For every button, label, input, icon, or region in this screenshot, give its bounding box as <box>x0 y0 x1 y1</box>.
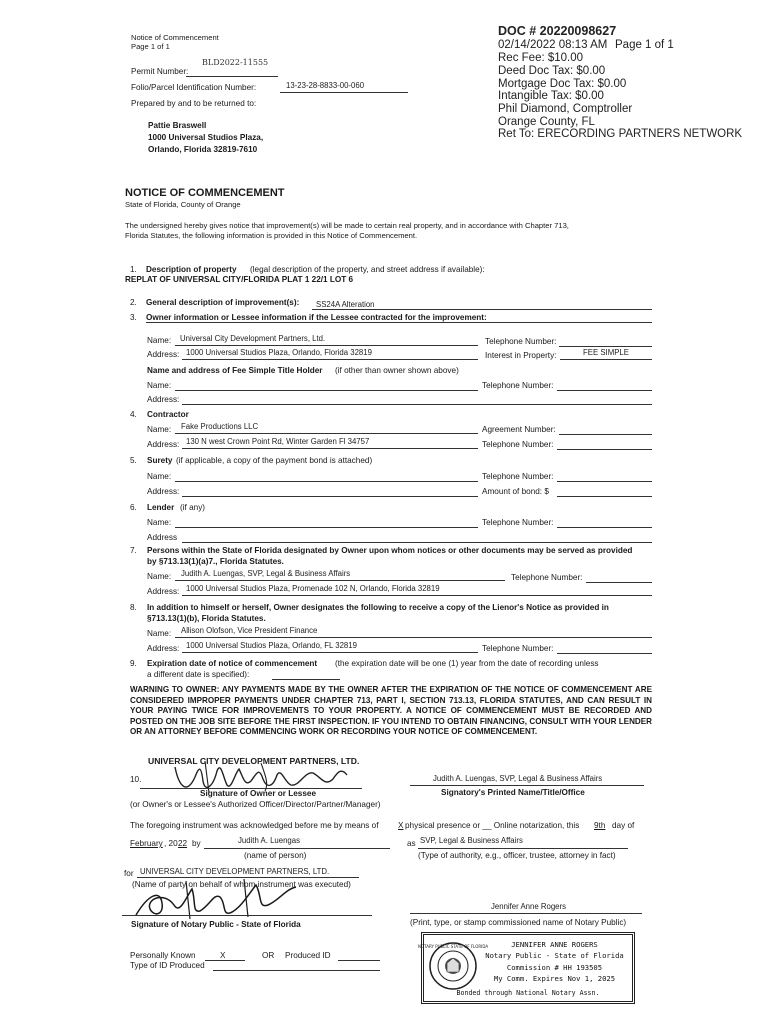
section-8-number: 8. <box>130 603 137 612</box>
ack-for-label: for <box>124 869 134 878</box>
fee-holder-note: (if other than owner shown above) <box>335 366 459 375</box>
owner-name-value: Universal City Development Partners, Ltd. <box>180 334 326 343</box>
section-3-number: 3. <box>130 313 137 322</box>
lienor-name-value: Allison Olofson, Vice President Finance <box>181 626 318 635</box>
record-page-info: Page 1 of 1 <box>615 39 674 51</box>
notary-signature-line <box>122 915 372 916</box>
interest-underline <box>560 359 652 360</box>
return-address-1: 1000 Universal Studios Plaza, <box>148 133 264 142</box>
record-datetime: 02/14/2022 08:13 AM <box>498 39 608 51</box>
lienor-name-label: Name: <box>147 629 172 638</box>
deed-tax: Deed Doc Tax: $0.00 <box>498 65 606 77</box>
contractor-address-value: 130 N west Crown Point Rd, Winter Garden Fl 34757 <box>186 437 370 446</box>
ack-text: The foregoing instrument was acknowledged before me by means of <box>130 821 379 830</box>
expiration-underline <box>272 679 340 680</box>
owner-signature-sub: (or Owner's or Lessee's Authorized Officer/Director/Partner/Manager) <box>130 800 381 809</box>
ack-text-2: physical presence or __ Online notarization, this <box>405 821 580 830</box>
ack-by-label: by <box>192 839 201 848</box>
lienor-address-value: 1000 Universal Studios Plaza, Orlando, FL 32819 <box>186 641 357 650</box>
intro-line-2: Florida Statutes, the following information is provided in this Notice of Commencement. <box>125 231 418 240</box>
notary-stamp <box>417 932 635 1004</box>
notary-seal <box>417 941 489 991</box>
signatory-printed-label: Signatory's Printed Name/Title/Office <box>441 788 585 797</box>
produced-id-underline <box>338 960 380 961</box>
signatory-underline <box>410 785 644 786</box>
seal-text: NOTARY PUBLIC STATE OF FLORIDA <box>417 944 489 949</box>
ack-for-value: UNIVERSAL CITY DEVELOPMENT PARTNERS, LTD. <box>140 867 330 876</box>
return-address-2: Orlando, Florida 32819-7610 <box>148 145 258 154</box>
section-1-label: Description of property <box>146 265 237 274</box>
fee-phone-underline <box>557 390 652 391</box>
section-9-label: Expiration date of notice of commencement <box>147 659 318 668</box>
ack-authority-label: (Type of authority, e.g., officer, trustee, attorney in fact) <box>418 851 616 860</box>
surety-name-label: Name: <box>147 472 172 481</box>
section-7-number: 7. <box>130 546 137 555</box>
agreement-label: Agreement Number: <box>482 425 556 434</box>
bond-amount-underline <box>557 496 652 497</box>
signatory-printed-name: Judith A. Luengas, SVP, Legal & Business Affairs <box>433 774 603 783</box>
intro-line-1: The undersigned hereby gives notice that improvement(s) will be made to certain real property, and in accordance with Chapter 713, <box>125 221 569 230</box>
lienor-address-underline <box>182 652 478 653</box>
ack-as-value: SVP, Legal & Business Affairs <box>420 836 523 845</box>
stamp-bonded: Bonded through National Notary Assn. <box>456 989 600 997</box>
permit-number-value: BLD2022-11555 <box>202 58 269 67</box>
ack-by-underline <box>204 848 390 849</box>
section-6-number: 6. <box>130 503 137 512</box>
section-1-note: (legal description of the property, and street address if available): <box>250 265 485 274</box>
section-9-number: 9. <box>130 659 137 668</box>
item-10-number: 10. <box>130 775 142 784</box>
ack-by-name: Judith A. Luengas <box>238 836 300 845</box>
agreement-underline <box>559 434 652 435</box>
contractor-address-label: Address: <box>147 440 180 449</box>
owner-phone-label: Telephone Number: <box>485 337 557 346</box>
pk-underline <box>205 960 245 961</box>
or-label: OR <box>262 951 275 960</box>
ack-party-label: (Name of party on behalf of whom instrument was executed) <box>132 880 351 889</box>
prepared-label: Prepared by and to be returned to: <box>131 99 257 108</box>
contractor-phone-underline <box>557 449 652 450</box>
section-4-number: 4. <box>130 410 137 419</box>
surety-phone-label: Telephone Number: <box>482 472 554 481</box>
fee-holder-phone-label: Telephone Number: <box>482 381 554 390</box>
ret-to: Ret To: ERECORDING PARTNERS NETWORK <box>498 128 743 140</box>
owner-name-label: Name: <box>147 336 172 345</box>
fee-holder-address-label: Address: <box>147 395 180 404</box>
section-2-number: 2. <box>130 298 137 307</box>
improvement-description: SS24A Alteration <box>316 300 375 309</box>
improvement-underline <box>312 309 652 310</box>
section-6-note: (if any) <box>180 503 206 512</box>
interest-label: Interest in Property: <box>485 351 557 360</box>
produced-id-label: Produced ID <box>285 951 331 960</box>
folio-label: Folio/Parcel Identification Number: <box>131 83 257 92</box>
stamp-commission: Commission # HH 193505 <box>506 962 603 972</box>
owner-signature-label: Signature of Owner or Lessee <box>200 789 317 798</box>
contractor-name-underline <box>175 433 478 434</box>
designee-phone-label: Telephone Number: <box>511 573 583 582</box>
page-label: Page 1 of 1 <box>131 42 170 51</box>
type-id-underline <box>213 970 380 971</box>
lienor-phone-underline <box>557 653 652 654</box>
surety-phone-underline <box>557 481 652 482</box>
notice-label: Notice of Commencement <box>131 33 219 42</box>
ack-name-of-person: (name of person) <box>244 851 307 860</box>
section-9-text: (the expiration date will be one (1) year from the date of recording unless <box>335 659 599 668</box>
notary-signature <box>130 875 350 925</box>
fee-name-underline <box>175 390 478 391</box>
section-5-label: Surety <box>147 456 173 465</box>
lender-phone-underline <box>557 527 652 528</box>
interest-value: FEE SIMPLE <box>583 348 629 357</box>
stamp-line-2: Notary Public - State of Florida <box>485 951 624 961</box>
rec-fee: Rec Fee: $10.00 <box>498 52 584 64</box>
section-6-label: Lender <box>147 503 175 512</box>
contractor-phone-label: Telephone Number: <box>482 440 554 449</box>
surety-name-underline <box>175 481 478 482</box>
designee-address-underline <box>182 595 652 596</box>
personally-known-label: Personally Known <box>130 951 196 960</box>
section-1-number: 1. <box>130 265 137 274</box>
designee-name-underline <box>175 580 505 581</box>
designee-address-value: 1000 Universal Studios Plaza, Promenade 102 N, Orlando, Florida 32819 <box>186 584 440 593</box>
lienor-address-label: Address: <box>147 644 180 653</box>
permit-number-label: Permit Number: <box>131 67 189 76</box>
owner-company: UNIVERSAL CITY DEVELOPMENT PARTNERS, LTD. <box>148 756 360 766</box>
permit-underline <box>186 76 278 77</box>
section-3-label: Owner information or Lessee information if the Lessee contracted for the improvement: <box>146 313 487 322</box>
section-7-label-2: by §713.13(1)(a)7., Florida Statutes. <box>147 557 284 566</box>
owner-name-underline <box>175 345 478 346</box>
lender-name-label: Name: <box>147 518 172 527</box>
stamp-name: JENNIFER ANNE ROGERS <box>511 940 598 949</box>
state-county: State of Florida, County of Orange <box>125 200 241 209</box>
contractor-name-value: Fake Productions LLC <box>181 422 259 431</box>
intangible-tax: Intangible Tax: $0.00 <box>498 90 604 102</box>
contractor-address-underline <box>182 448 478 449</box>
section-7-label-1: Persons within the State of Florida designated by Owner upon whom notices or other documents may be served as provided <box>147 546 633 555</box>
mortgage-tax: Mortgage Doc Tax: $0.00 <box>498 78 627 90</box>
return-name: Pattie Braswell <box>148 121 207 130</box>
fee-address-underline <box>182 404 652 405</box>
ack-year-suffix: 22 <box>178 839 188 848</box>
page-title: NOTICE OF COMMENCEMENT <box>125 187 285 199</box>
folio-value: 13-23-28-8833-00-060 <box>286 81 365 90</box>
owner-address-label: Address: <box>147 350 180 359</box>
section-2-label: General description of improvement(s): <box>146 298 300 307</box>
ack-as-underline <box>418 848 628 849</box>
notary-printed-name: Jennifer Anne Rogers <box>491 902 566 911</box>
property-description: REPLAT OF UNIVERSAL CITY/FLORIDA PLAT 1 22/1 LOT 6 <box>125 275 354 284</box>
designee-name-value: Judith A. Luengas, SVP, Legal & Business Affairs <box>181 569 351 578</box>
ack-month: February <box>130 839 163 848</box>
lienor-name-underline <box>175 637 652 638</box>
owner-phone-underline <box>559 346 652 347</box>
section-8-label-1: In addition to himself or herself, Owner designates the following to receive a copy of the Lienor's Notice as provided in <box>147 603 609 612</box>
section-8-label-2: §713.13(1)(b), Florida Statutes. <box>147 614 266 623</box>
lender-address-underline <box>182 542 652 543</box>
ack-year-prefix: , 20 <box>164 839 178 848</box>
ack-text-3: day of <box>612 821 635 830</box>
notary-print-label: (Print, type, or stamp commissioned name of Notary Public) <box>410 918 627 927</box>
personally-known-x: X <box>220 951 226 960</box>
lender-phone-label: Telephone Number: <box>482 518 554 527</box>
fee-holder-label: Name and address of Fee Simple Title Holder <box>147 366 323 375</box>
folio-underline <box>280 92 408 93</box>
owner-address-underline <box>182 359 478 360</box>
designee-address-label: Address: <box>147 587 180 596</box>
notary-name-underline <box>410 913 642 914</box>
section-9-text-2: a different date is specified): <box>147 670 250 679</box>
lienor-phone-label: Telephone Number: <box>482 644 554 653</box>
type-id-label: Type of ID Produced <box>130 961 205 970</box>
ack-x: X <box>398 821 404 830</box>
ack-as-label: as <box>407 839 416 848</box>
fee-holder-name-label: Name: <box>147 381 172 390</box>
doc-number: DOC # 20220098627 <box>498 24 617 38</box>
stamp-expiry: My Comm. Expires Nov 1, 2025 <box>493 974 616 984</box>
surety-address-label: Address: <box>147 487 180 496</box>
contractor-name-label: Name: <box>147 425 172 434</box>
section-4-label: Contractor <box>147 410 189 419</box>
ack-day: 9th <box>594 821 606 830</box>
lender-name-underline <box>175 527 478 528</box>
designee-name-label: Name: <box>147 572 172 581</box>
section-5-note: (if applicable, a copy of the payment bond is attached) <box>176 456 373 465</box>
designee-phone-underline <box>586 582 652 583</box>
notary-signature-label: Signature of Notary Public - State of Florida <box>131 920 301 929</box>
county: Orange County, FL <box>498 116 595 128</box>
surety-address-underline <box>182 496 478 497</box>
owner-address-value: 1000 Universal Studios Plaza, Orlando, Florida 32819 <box>186 348 372 357</box>
warning-paragraph: WARNING TO OWNER: ANY PAYMENTS MADE BY THE OWNER AFTER THE EXPIRATION OF THE NOTICE OF COMMENCEMENT ARE CONSIDERED IMPROPER PAYMENTS UNDER CHAPTER 713, PART I, SECTION 713.13, FLORIDA STATUTES, AND CAN RESULT IN YOUR PAYING TWICE FOR IMPROVEMENTS TO YOUR PROPERTY. A NOTICE OF COMMENCEMENT MUST BE RECORDED AND POSTED ON THE JOB SITE BEFORE THE FIRST INSPECTION. IF YOU INTEND TO OBTAIN FINANCING, CONSULT WITH YOUR LENDER OR AN ATTORNEY BEFORE COMMENCING WORK OR RECORDING YOUR NOTICE OF COMMENCEMENT. <box>130 685 652 737</box>
section-5-number: 5. <box>130 456 137 465</box>
lender-address-label: Address <box>147 533 178 542</box>
section-3-underline <box>146 322 652 323</box>
comptroller: Phil Diamond, Comptroller <box>498 103 633 115</box>
bond-amount-label: Amount of bond: $ <box>482 487 549 496</box>
